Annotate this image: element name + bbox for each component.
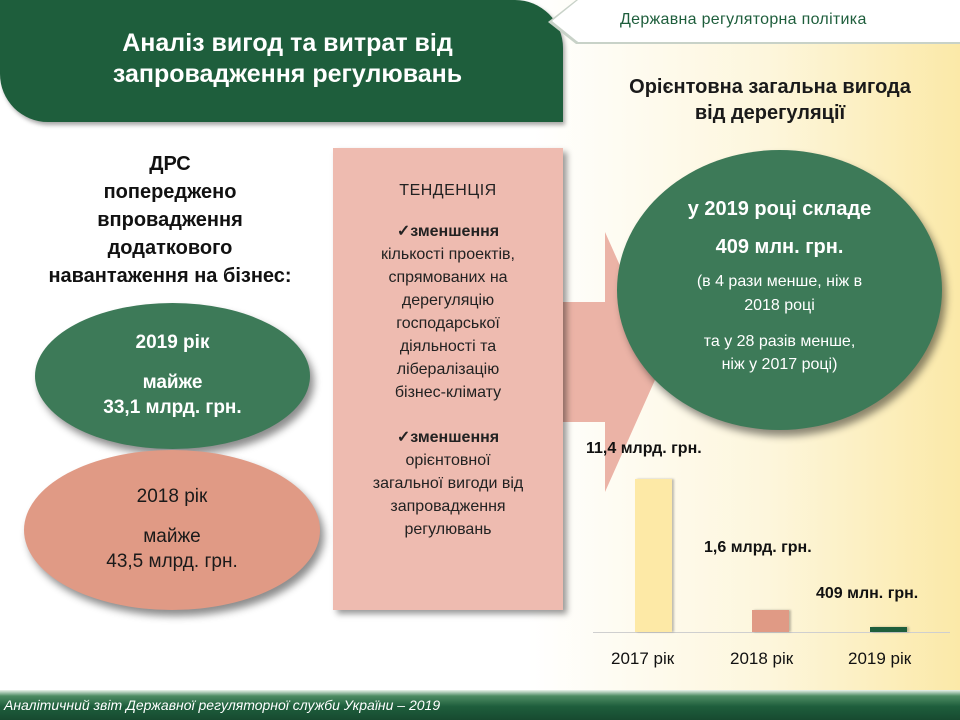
footer-text: Аналітичний звіт Державної регуляторної служби України – 2019 [4, 697, 441, 713]
benefit-comparison-2018: (в 4 рази менше, ніж в 2018 році [696, 273, 863, 314]
page-title: Аналіз вигод та витрат від запровадження регулювань [112, 29, 463, 88]
chart-bar-2 [752, 610, 789, 632]
chart-value-label-1: 11,4 млрд. грн. [586, 440, 702, 457]
oval-2018-value: майже 43,5 млрд. грн. [106, 526, 238, 572]
oval-2018 [24, 450, 320, 610]
oval-2019-value: майже 33,1 млрд. грн. [103, 372, 242, 418]
benefit-line-year: у 2019 році складе [687, 198, 872, 220]
chart-bar-1 [635, 479, 672, 632]
oval-2019 [35, 303, 310, 449]
benefit-amount: 409 млн. грн. [715, 236, 844, 258]
benefit-bar-chart [586, 430, 960, 680]
oval-2018-year: 2018 рік [136, 486, 208, 507]
check-icon-item2: ✓зменшення [396, 429, 500, 446]
trend-heading: ТЕНДЕНЦІЯ [399, 182, 497, 199]
chart-category-label-3: 2019 рік [848, 649, 912, 668]
oval-2019-year: 2019 рік [135, 332, 210, 353]
benefit-circle [617, 150, 942, 430]
drs-caption: ДРС попереджено впровадження додаткового навантаження на бізнес: [48, 153, 292, 287]
benefit-comparison-2017: та у 28 разів менше, ніж у 2017 році) [703, 333, 856, 373]
check-icon-item1: ✓зменшення [396, 223, 500, 240]
chart-baseline [593, 632, 950, 633]
ribbon-text: Державна регуляторна політика [620, 11, 867, 28]
chart-value-label-3: 409 млн. грн. [816, 585, 919, 602]
chart-value-label-2: 1,6 млрд. грн. [704, 539, 812, 556]
chart-category-label-1: 2017 рік [611, 649, 675, 668]
trend-item-projects: ✓зменшення кількості проектів, спрямованих на дерегуляцію господарської діяльності та лібералізацію бізнес-клімату [345, 220, 551, 404]
section-subtitle: Орієнтовна загальна вигода від дерегуляції [629, 76, 911, 124]
header-banner [0, 0, 563, 122]
chart-category-label-2: 2018 рік [730, 649, 794, 668]
trend-panel [333, 148, 563, 610]
trend-item-benefit: ✓зменшення орієнтовної загальної вигоди від запровадження регулювань [345, 426, 551, 541]
chart-bar-3 [870, 627, 907, 632]
